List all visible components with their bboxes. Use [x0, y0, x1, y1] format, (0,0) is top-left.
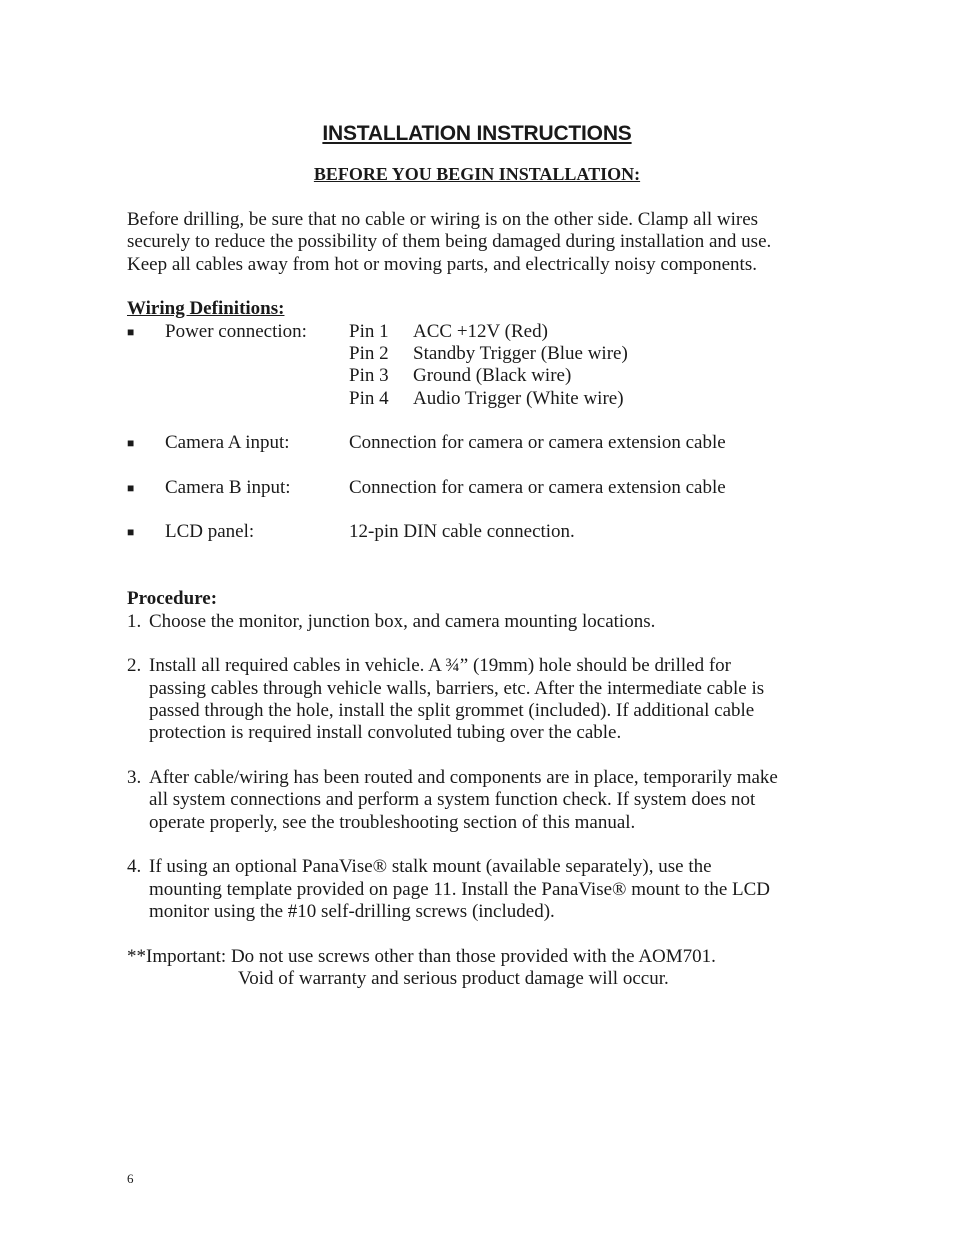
lcd-panel-label: LCD panel:: [165, 521, 255, 542]
important-line: Void of warranty and serious product damage will occur.: [238, 968, 669, 989]
pin-label: Pin 1: [349, 321, 389, 342]
page-title: INSTALLATION INSTRUCTIONS: [322, 122, 632, 145]
intro-line: securely to reduce the possibility of them being damaged during installation and use.: [127, 231, 772, 252]
camera-a-label: Camera A input:: [165, 432, 290, 453]
wiring-heading: Wiring Definitions:: [127, 298, 285, 319]
pin-description: Ground (Black wire): [413, 365, 572, 386]
step-line: operate properly, see the troubleshooting section of this manual.: [149, 812, 636, 833]
bullet-icon: ■: [127, 325, 135, 339]
bullet-icon: ■: [127, 436, 135, 450]
camera-b-label: Camera B input:: [165, 477, 291, 498]
pin-label: Pin 3: [349, 365, 389, 386]
step-line: monitor using the #10 self-drilling screws (included).: [149, 901, 555, 922]
step-number: 2.: [127, 655, 142, 676]
step-number: 4.: [127, 856, 142, 877]
step-line: Choose the monitor, junction box, and camera mounting locations.: [149, 611, 656, 632]
pin-description: Standby Trigger (Blue wire): [413, 343, 628, 364]
lcd-panel-description: 12-pin DIN cable connection.: [349, 521, 575, 542]
camera-b-description: Connection for camera or camera extension cable: [349, 477, 726, 498]
pin-description: ACC +12V (Red): [413, 321, 548, 342]
section-subtitle: BEFORE YOU BEGIN INSTALLATION:: [313, 164, 641, 184]
intro-line: Before drilling, be sure that no cable or wiring is on the other side. Clamp all wires: [127, 209, 759, 230]
step-line: all system connections and perform a system function check. If system does not: [149, 789, 756, 810]
bullet-icon: ■: [127, 481, 135, 495]
step-line: If using an optional PanaVise® stalk mount (available separately), use the: [149, 856, 712, 877]
power-connection-label: Power connection:: [165, 321, 307, 342]
step-line: passing cables through vehicle walls, barriers, etc. After the intermediate cable is: [149, 678, 765, 699]
step-line: passed through the hole, install the split grommet (included). If additional cable: [149, 700, 755, 721]
step-line: After cable/wiring has been routed and components are in place, temporarily make: [149, 767, 778, 788]
pin-label: Pin 2: [349, 343, 389, 364]
step-line: Install all required cables in vehicle. A ¾” (19mm) hole should be drilled for: [149, 655, 731, 676]
important-line: **Important: Do not use screws other than those provided with the AOM701.: [127, 946, 716, 967]
step-line: protection is required install convoluted tubing over the cable.: [149, 722, 622, 743]
step-line: mounting template provided on page 11. Install the PanaVise® mount to the LCD: [149, 879, 771, 900]
procedure-heading: Procedure:: [127, 588, 218, 609]
page-number: 6: [127, 1171, 134, 1186]
intro-line: Keep all cables away from hot or moving parts, and electrically noisy components.: [127, 254, 757, 275]
camera-a-description: Connection for camera or camera extension cable: [349, 432, 726, 453]
pin-label: Pin 4: [349, 388, 389, 409]
step-number: 3.: [127, 767, 142, 788]
pin-description: Audio Trigger (White wire): [413, 388, 624, 409]
step-number: 1.: [127, 611, 142, 632]
bullet-icon: ■: [127, 525, 135, 539]
